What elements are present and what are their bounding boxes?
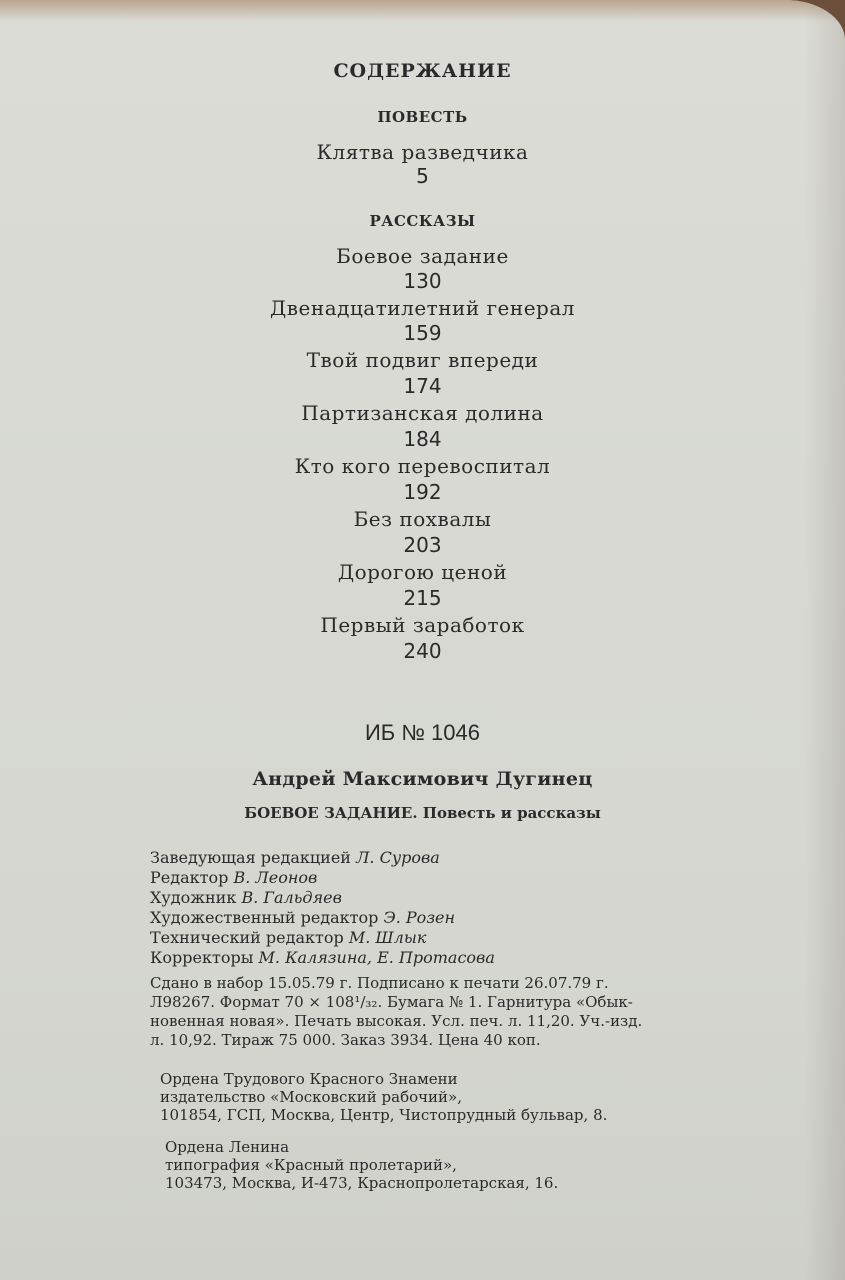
printer-info — [165, 1138, 785, 1192]
toc-entry-title: Двенадцатилетний генерал — [270, 296, 575, 320]
staff-row — [150, 848, 800, 868]
staff-role: Художник — [150, 888, 237, 907]
publisher-line: 101854, ГСП, Москва, Центр, Чистопрудный бульвар, 8. — [160, 1106, 608, 1124]
staff-name: В. Гальдяев — [241, 888, 342, 907]
toc-entry-title: Первый заработок — [320, 613, 525, 637]
toc-entry-page: 174 — [403, 374, 442, 398]
toc-entry-title: Дорогою ценой — [337, 560, 508, 584]
author-name: Андрей Максимович Дугинец — [252, 768, 593, 790]
details-line: новенная новая». Печать высокая. Усл. печ. л. 11,20. Уч.-изд. — [150, 1012, 643, 1030]
publisher-line: Ордена Трудового Красного Знамени — [160, 1070, 458, 1088]
toc-entry-page: 130 — [403, 269, 442, 293]
toc-entry-title: Боевое задание — [336, 244, 509, 268]
toc-entry-page: 184 — [403, 427, 442, 451]
staff-role: Технический редактор — [150, 928, 344, 947]
toc-entry-page: 203 — [403, 533, 442, 557]
printer-line: типография «Красный пролетарий», — [165, 1156, 457, 1174]
toc-entry-page: 215 — [403, 586, 442, 610]
publisher-line: издательство «Московский рабочий», — [160, 1088, 462, 1106]
toc-entry-page: 159 — [403, 321, 442, 345]
staff-name: Л. Сурова — [356, 848, 440, 867]
staff-name: Э. Розен — [383, 908, 456, 927]
details-line: Л98267. Формат 70 × 108¹/₃₂. Бумага № 1. Гарнитура «Обык- — [150, 993, 633, 1011]
toc-entry-page: 5 — [416, 164, 429, 188]
staff-row — [150, 888, 800, 908]
details-line: л. 10,92. Тираж 75 000. Заказ 3934. Цена 40 коп. — [150, 1031, 541, 1049]
staff-role: Редактор — [150, 868, 229, 887]
printer-line: Ордена Ленина — [165, 1138, 290, 1156]
staff-name: В. Леонов — [233, 868, 318, 887]
print-details — [150, 974, 800, 1050]
section-heading-rasskazy: РАССКАЗЫ — [369, 212, 476, 230]
staff-role: Художественный редактор — [150, 908, 379, 927]
section-heading-povest: ПОВЕСТЬ — [377, 108, 468, 126]
staff-row — [150, 868, 800, 888]
publisher-info — [160, 1070, 800, 1124]
details-line: Сдано в набор 15.05.79 г. Подписано к печати 26.07.79 г. — [150, 974, 609, 992]
printer-line: 103473, Москва, И-473, Краснопролетарская, 16. — [165, 1174, 559, 1192]
toc-title: СОДЕРЖАНИЕ — [333, 60, 512, 82]
staff-row — [150, 908, 800, 928]
staff-role: Корректоры — [150, 948, 254, 967]
staff-role: Заведующая редакцией — [150, 848, 351, 867]
staff-row — [150, 928, 800, 948]
staff-name: М. Шлык — [348, 928, 427, 947]
toc-entry-title: Без похвалы — [353, 507, 492, 531]
toc-entry-title: Партизанская долина — [301, 401, 544, 425]
toc-entry-page: 192 — [403, 480, 442, 504]
toc-entry-title: Кто кого перевоспитал — [294, 454, 551, 478]
ib-number: ИБ № 1046 — [364, 720, 481, 745]
staff-list — [150, 848, 800, 968]
staff-row — [150, 948, 800, 968]
toc-entry-page: 240 — [403, 639, 442, 663]
toc-entry-title: Твой подвиг впереди — [306, 348, 539, 372]
staff-name: М. Калязина, Е. Протасова — [258, 948, 495, 967]
toc-entry-title: Клятва разведчика — [316, 140, 529, 164]
book-title: БОЕВОЕ ЗАДАНИЕ. Повесть и рассказы — [244, 804, 601, 822]
